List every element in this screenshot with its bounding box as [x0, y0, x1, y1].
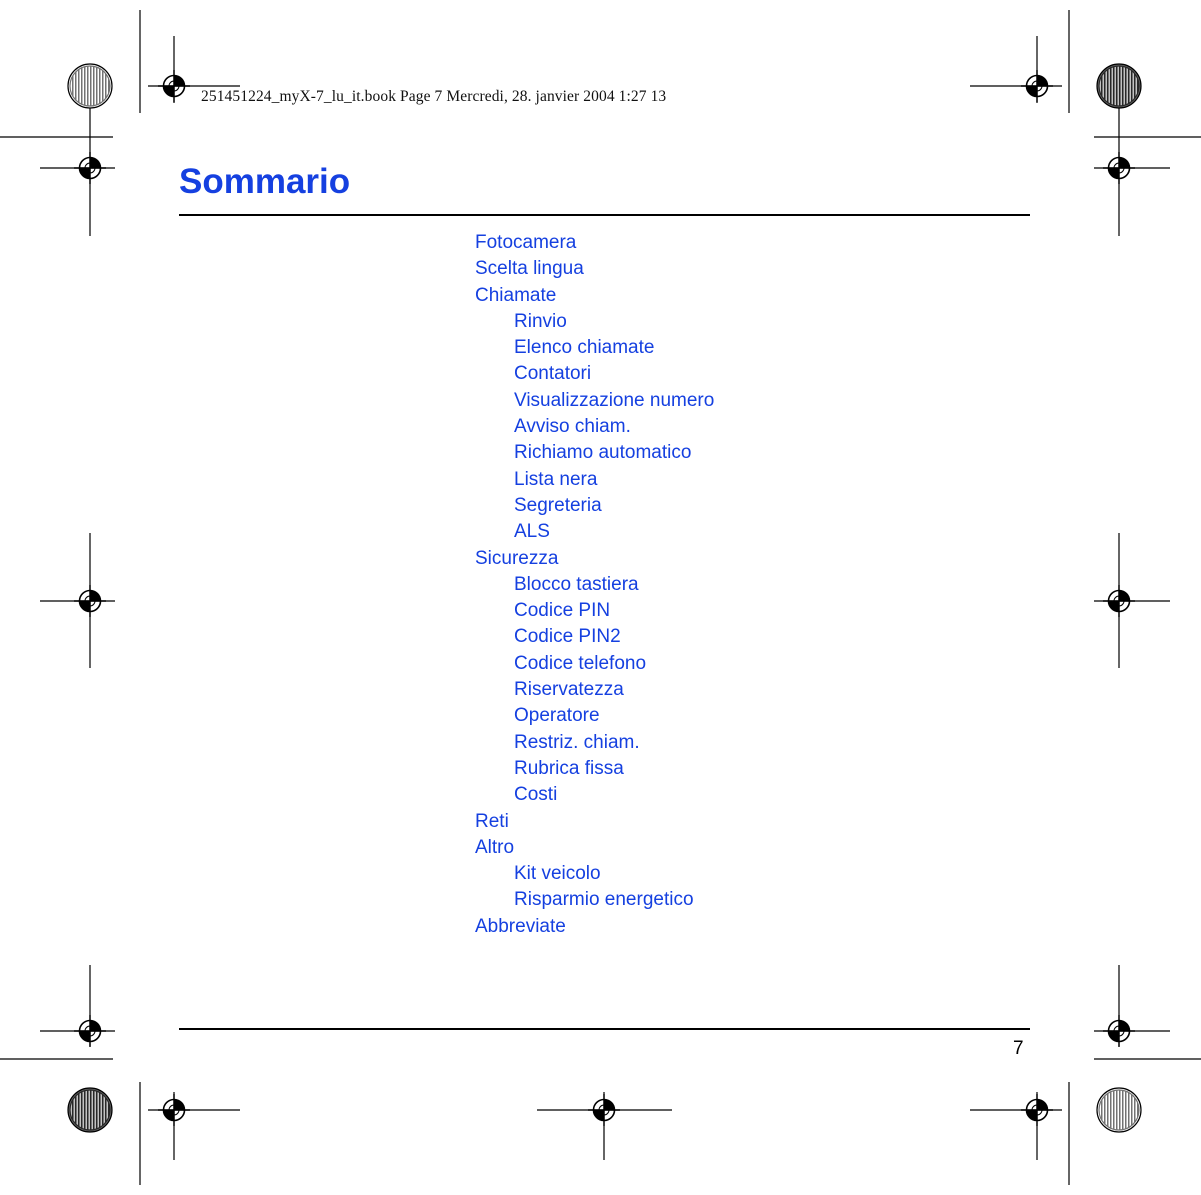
- toc-item-operatore[interactable]: Operatore: [514, 705, 600, 727]
- toc-item-als[interactable]: ALS: [514, 521, 550, 543]
- toc-item-sicurezza[interactable]: Sicurezza: [475, 547, 559, 569]
- book-slug: 251451224_myX-7_lu_it.book Page 7 Mercredi, 28. janvier 2004 1:27 13: [201, 88, 667, 105]
- toc-item-scelta-lingua[interactable]: Scelta lingua: [475, 258, 584, 280]
- toc-item-codice-telefono[interactable]: Codice telefono: [514, 652, 647, 674]
- toc-item-restriz-chiam[interactable]: Restriz. chiam.: [514, 731, 640, 753]
- toc-item-visualizzazione-numero[interactable]: Visualizzazione numero: [514, 389, 715, 411]
- page-title: Sommario: [179, 162, 351, 201]
- toc-item-riservatezza[interactable]: Riservatezza: [514, 679, 624, 701]
- toc-item-avviso-chiam[interactable]: Avviso chiam.: [514, 416, 631, 438]
- toc-item-codice-pin[interactable]: Codice PIN: [514, 600, 611, 622]
- table-of-contents: [475, 230, 714, 940]
- toc-item-rubrica-fissa[interactable]: Rubrica fissa: [514, 757, 624, 779]
- toc-item-segreteria[interactable]: Segreteria: [514, 494, 602, 516]
- toc-item-risparmio-energetico[interactable]: Risparmio energetico: [514, 889, 694, 911]
- toc-item-richiamo-automatico[interactable]: Richiamo automatico: [514, 442, 692, 464]
- toc-item-altro[interactable]: Altro: [475, 836, 515, 858]
- toc-item-blocco-tastiera[interactable]: Blocco tastiera: [514, 573, 639, 595]
- toc-item-rinvio[interactable]: Rinvio: [514, 310, 567, 332]
- toc-item-chiamate[interactable]: Chiamate: [475, 284, 557, 306]
- toc-item-abbreviate[interactable]: Abbreviate: [475, 915, 566, 937]
- toc-item-fotocamera[interactable]: Fotocamera: [475, 232, 577, 253]
- toc-item-contatori[interactable]: Contatori: [514, 363, 592, 385]
- toc-item-elenco-chiamate[interactable]: Elenco chiamate: [514, 337, 655, 359]
- page-number: 7: [1013, 1038, 1024, 1059]
- toc-item-costi[interactable]: Costi: [514, 784, 558, 806]
- toc-item-codice-pin2[interactable]: Codice PIN2: [514, 626, 621, 648]
- toc-item-lista-nera[interactable]: Lista nera: [514, 468, 598, 490]
- toc-item-reti[interactable]: Reti: [475, 810, 509, 832]
- footer-rule: [179, 1028, 1030, 1030]
- title-rule: [179, 214, 1030, 216]
- toc-item-kit-veicolo[interactable]: Kit veicolo: [514, 863, 601, 885]
